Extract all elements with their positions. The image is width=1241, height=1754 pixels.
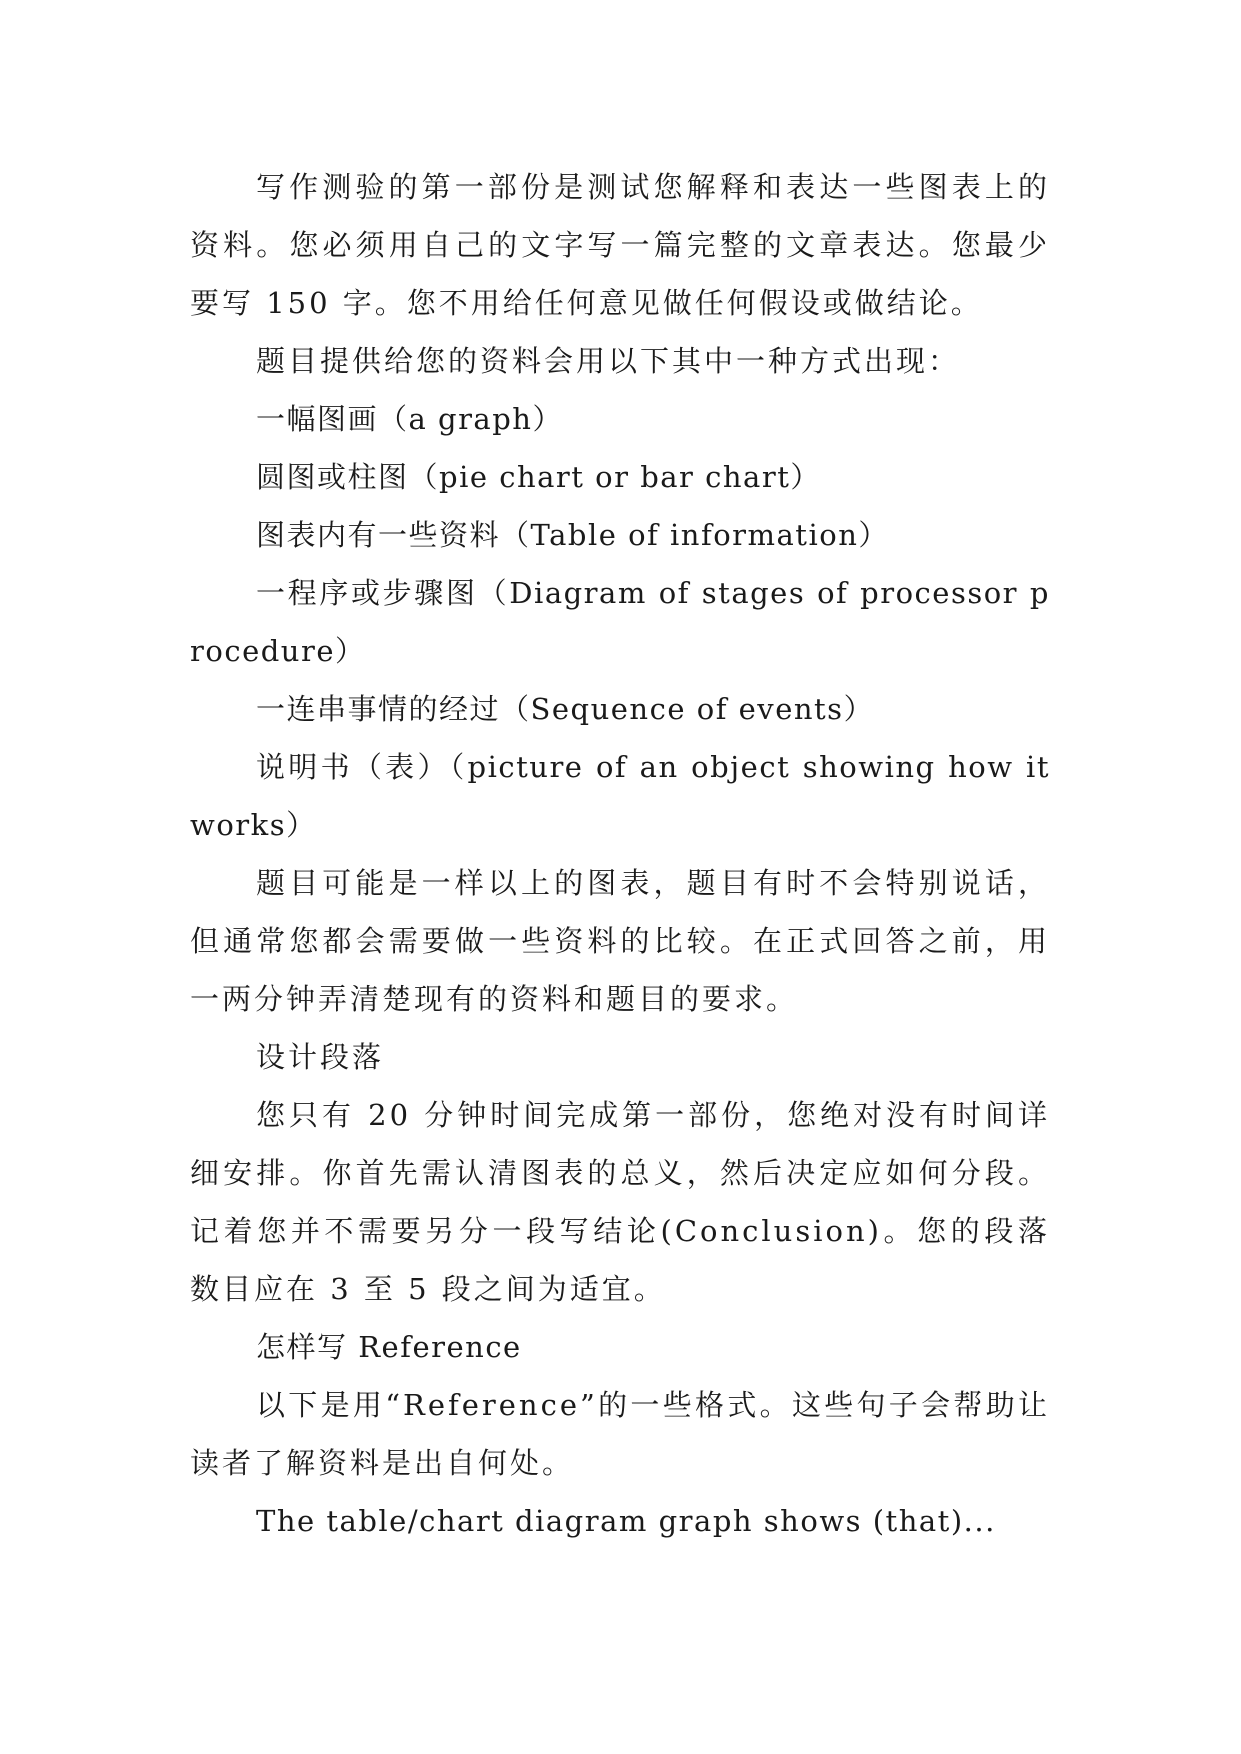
list-item-pie-bar-chart: 圆图或柱图（pie chart or bar chart） [256, 460, 821, 494]
paragraph-comparison: 题目可能是一样以上的图表，题目有时不会特别说话，但通常您都会需要做一些资料的比较。在正式回答之前，用一两分钟弄清楚现有的资料和题目的要求。 [190, 866, 1050, 1016]
list-item-sequence: 一连串事情的经过（Sequence of events） [256, 692, 875, 726]
paragraph-formats-lead: 题目提供给您的资料会用以下其中一种方式出现： [256, 344, 961, 378]
paragraph-reference-formats: 以下是用“Reference”的一些格式。这些句子会帮助让读者了解资料是出自何处。 [190, 1388, 1050, 1480]
paragraph-time: 您只有 20 分钟时间完成第一部份，您绝对没有时间详细安排。你首先需认清图表的总义，然后决定应如何分段。记着您并不需要另分一段写结论(Conclusion)。您的段落数目应在 3 至 5 段之间为适宜。 [190, 1098, 1050, 1306]
list-item-picture: 说明书（表）（picture of an object showing how it works） [190, 750, 1050, 842]
paragraph-example-sentence: The table/chart diagram graph shows (that)... [256, 1504, 996, 1538]
document-body [190, 158, 1050, 1550]
list-item-graph: 一幅图画（a graph） [256, 402, 563, 436]
paragraph-intro: 写作测验的第一部份是测试您解释和表达一些图表上的资料。您必须用自己的文字写一篇完整的文章表达。您最少要写 150 字。您不用给任何意见做任何假设或做结论。 [190, 170, 1050, 320]
heading-paragraph-design: 设计段落 [256, 1040, 385, 1074]
list-item-table: 图表内有一些资料（Table of information） [256, 518, 889, 552]
list-item-diagram: 一程序或步骤图（Diagram of stages of processor procedure） [190, 576, 1050, 668]
heading-reference: 怎样写 Reference [256, 1330, 522, 1364]
